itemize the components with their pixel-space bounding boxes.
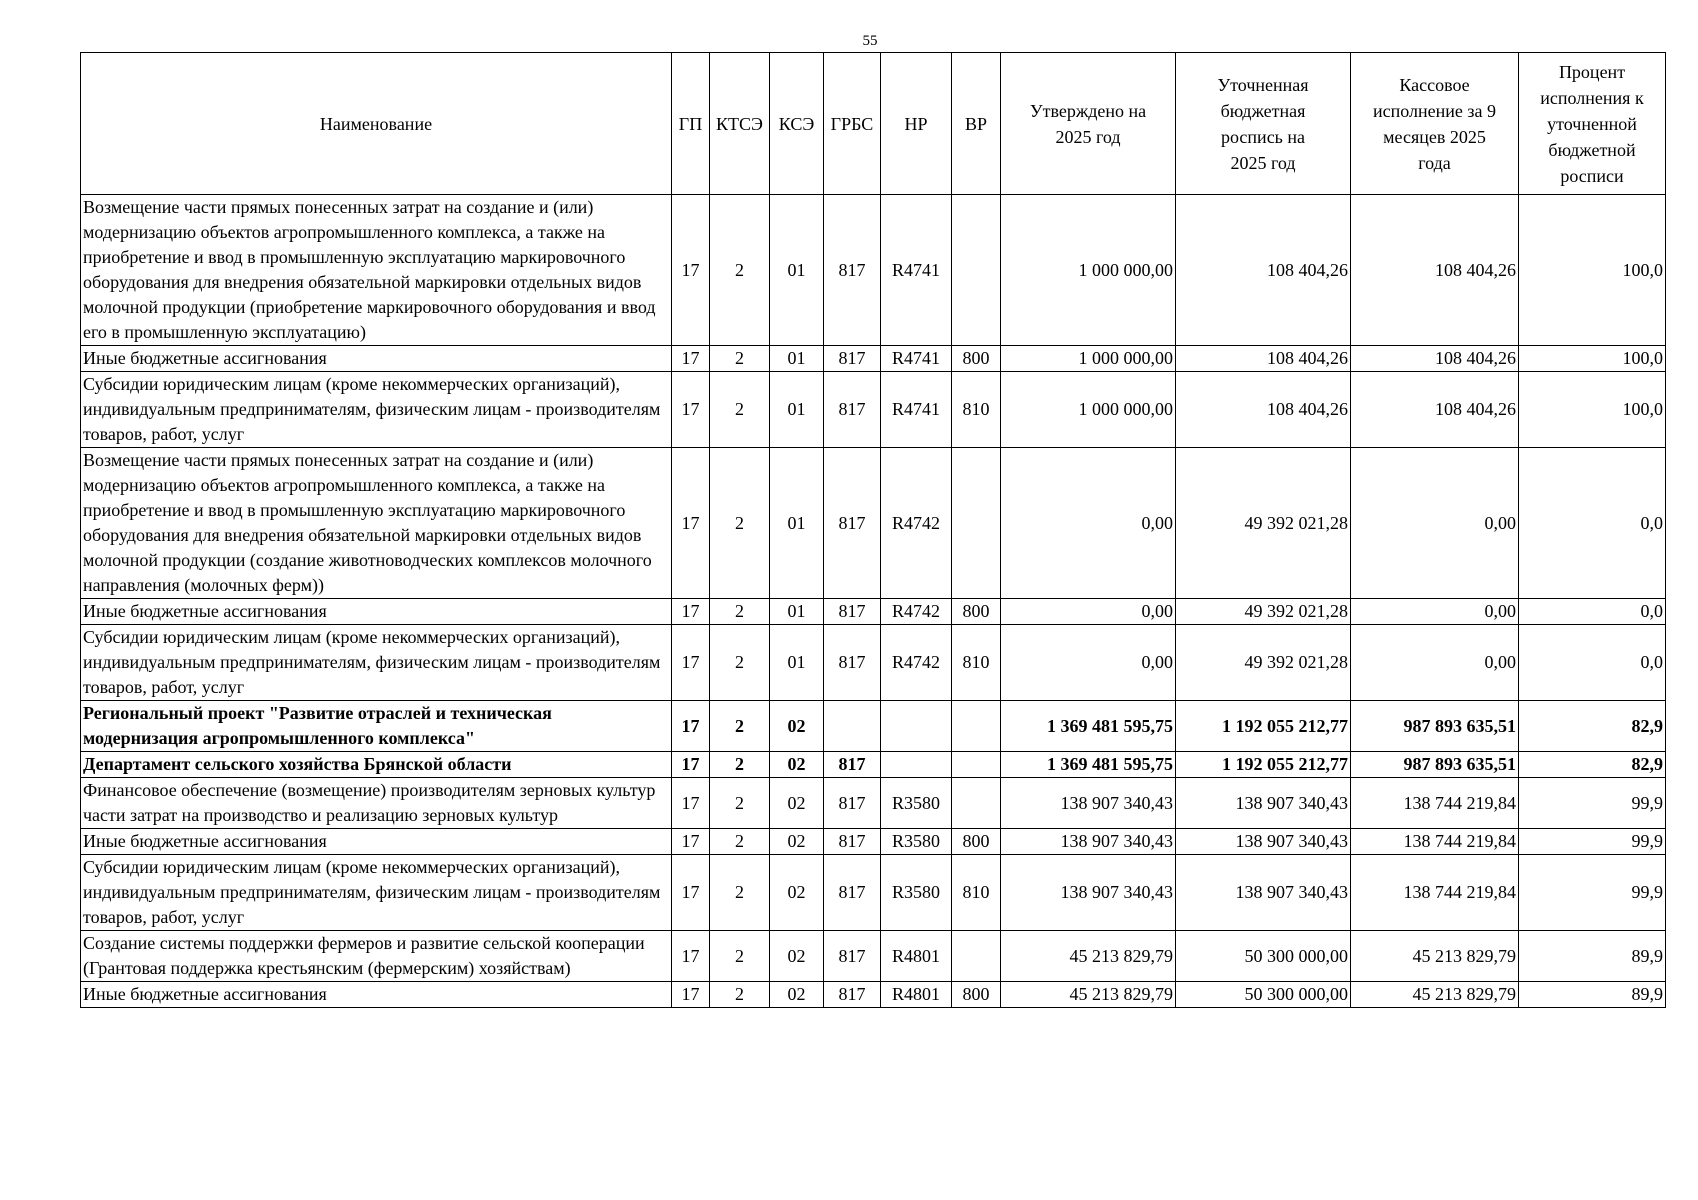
cell-name: Возмещение части прямых понесенных затрат на создание и (или) модернизацию объектов агропромышленного комплекса, а также на приобретение и ввод в промышленную эксплуатацию маркировочного оборудования для внедрения обязательной маркировки отдельных видов молочной продукции (приобретение маркировочного оборудования и ввод его в промышленную эксплуатацию) xyxy=(81,195,672,346)
cell-percent: 89,9 xyxy=(1519,931,1666,982)
cell-cash: 987 893 635,51 xyxy=(1351,701,1519,752)
cell-refined: 138 907 340,43 xyxy=(1176,855,1351,931)
cell-approved: 1 369 481 595,75 xyxy=(1001,701,1176,752)
cell-vr: 810 xyxy=(952,372,1001,448)
cell-cash: 0,00 xyxy=(1351,625,1519,701)
table-row xyxy=(81,372,1666,448)
cell-vr xyxy=(952,195,1001,346)
table-row xyxy=(81,346,1666,372)
cell-kse: 01 xyxy=(770,599,824,625)
cell-percent: 99,9 xyxy=(1519,778,1666,829)
cell-approved: 1 000 000,00 xyxy=(1001,195,1176,346)
cell-nr: R4741 xyxy=(881,195,952,346)
header-percent: Процент исполнения к уточненной бюджетной росписи xyxy=(1519,53,1666,195)
cell-kse: 01 xyxy=(770,372,824,448)
cell-percent: 99,9 xyxy=(1519,855,1666,931)
cell-grbs: 817 xyxy=(824,346,881,372)
cell-vr: 810 xyxy=(952,855,1001,931)
table-row xyxy=(81,752,1666,778)
cell-ktse: 2 xyxy=(710,778,770,829)
cell-vr xyxy=(952,448,1001,599)
cell-ktse: 2 xyxy=(710,346,770,372)
cell-ktse: 2 xyxy=(710,625,770,701)
cell-approved: 1 000 000,00 xyxy=(1001,372,1176,448)
cell-kse: 02 xyxy=(770,752,824,778)
cell-name: Субсидии юридическим лицам (кроме некоммерческих организаций), индивидуальным предпринимателям, физическим лицам - производителям товаров, работ, услуг xyxy=(81,372,672,448)
cell-nr: R4741 xyxy=(881,346,952,372)
table-row xyxy=(81,931,1666,982)
header-refined: Уточненная бюджетная роспись на 2025 год xyxy=(1176,53,1351,195)
cell-name: Создание системы поддержки фермеров и развитие сельской кооперации (Грантовая поддержка крестьянским (фермерским) хозяйствам) xyxy=(81,931,672,982)
cell-percent: 82,9 xyxy=(1519,701,1666,752)
table-row xyxy=(81,829,1666,855)
cell-kse: 02 xyxy=(770,829,824,855)
cell-nr: R3580 xyxy=(881,829,952,855)
table-row xyxy=(81,855,1666,931)
cell-gp: 17 xyxy=(672,599,710,625)
header-name: Наименование xyxy=(81,53,672,195)
cell-gp: 17 xyxy=(672,778,710,829)
cell-grbs: 817 xyxy=(824,778,881,829)
cell-nr: R3580 xyxy=(881,855,952,931)
cell-name: Департамент сельского хозяйства Брянской области xyxy=(81,752,672,778)
cell-grbs xyxy=(824,701,881,752)
cell-approved: 0,00 xyxy=(1001,625,1176,701)
cell-refined: 108 404,26 xyxy=(1176,372,1351,448)
cell-gp: 17 xyxy=(672,195,710,346)
cell-percent: 99,9 xyxy=(1519,829,1666,855)
cell-approved: 138 907 340,43 xyxy=(1001,855,1176,931)
cell-kse: 01 xyxy=(770,195,824,346)
cell-vr: 810 xyxy=(952,625,1001,701)
cell-nr: R4742 xyxy=(881,599,952,625)
cell-kse: 02 xyxy=(770,855,824,931)
cell-approved: 1 369 481 595,75 xyxy=(1001,752,1176,778)
cell-refined: 138 907 340,43 xyxy=(1176,829,1351,855)
table-row xyxy=(81,448,1666,599)
cell-gp: 17 xyxy=(672,855,710,931)
cell-ktse: 2 xyxy=(710,752,770,778)
cell-gp: 17 xyxy=(672,829,710,855)
cell-cash: 138 744 219,84 xyxy=(1351,778,1519,829)
cell-kse: 01 xyxy=(770,625,824,701)
header-vr: ВР xyxy=(952,53,1001,195)
cell-name: Возмещение части прямых понесенных затрат на создание и (или) модернизацию объектов агропромышленного комплекса, а также на приобретение и ввод в промышленную эксплуатацию маркировочного оборудования для внедрения обязательной маркировки отдельных видов молочной продукции (создание животноводческих комплексов молочного направления (молочных ферм)) xyxy=(81,448,672,599)
cell-gp: 17 xyxy=(672,346,710,372)
cell-nr: R4801 xyxy=(881,931,952,982)
cell-gp: 17 xyxy=(672,752,710,778)
cell-percent: 0,0 xyxy=(1519,448,1666,599)
cell-ktse: 2 xyxy=(710,931,770,982)
table-row xyxy=(81,778,1666,829)
cell-refined: 138 907 340,43 xyxy=(1176,778,1351,829)
cell-percent: 0,0 xyxy=(1519,625,1666,701)
cell-nr xyxy=(881,752,952,778)
cell-grbs: 817 xyxy=(824,931,881,982)
cell-name: Финансовое обеспечение (возмещение) производителям зерновых культур части затрат на производство и реализацию зерновых культур xyxy=(81,778,672,829)
cell-percent: 100,0 xyxy=(1519,195,1666,346)
cell-nr: R4742 xyxy=(881,625,952,701)
cell-refined: 49 392 021,28 xyxy=(1176,625,1351,701)
cell-approved: 45 213 829,79 xyxy=(1001,931,1176,982)
cell-kse: 02 xyxy=(770,701,824,752)
cell-gp: 17 xyxy=(672,982,710,1008)
cell-name: Иные бюджетные ассигнования xyxy=(81,599,672,625)
cell-nr: R4741 xyxy=(881,372,952,448)
table-row xyxy=(81,625,1666,701)
cell-cash: 45 213 829,79 xyxy=(1351,982,1519,1008)
cell-percent: 100,0 xyxy=(1519,372,1666,448)
cell-grbs: 817 xyxy=(824,448,881,599)
header-approved: Утверждено на 2025 год xyxy=(1001,53,1176,195)
cell-percent: 82,9 xyxy=(1519,752,1666,778)
cell-refined: 1 192 055 212,77 xyxy=(1176,752,1351,778)
cell-gp: 17 xyxy=(672,931,710,982)
cell-kse: 02 xyxy=(770,982,824,1008)
cell-ktse: 2 xyxy=(710,372,770,448)
cell-cash: 108 404,26 xyxy=(1351,195,1519,346)
cell-cash: 138 744 219,84 xyxy=(1351,855,1519,931)
cell-nr: R4801 xyxy=(881,982,952,1008)
cell-grbs: 817 xyxy=(824,829,881,855)
cell-grbs: 817 xyxy=(824,752,881,778)
cell-gp: 17 xyxy=(672,448,710,599)
header-nr: НР xyxy=(881,53,952,195)
cell-kse: 02 xyxy=(770,778,824,829)
cell-percent: 89,9 xyxy=(1519,982,1666,1008)
cell-refined: 50 300 000,00 xyxy=(1176,982,1351,1008)
header-row xyxy=(81,53,1666,195)
cell-vr: 800 xyxy=(952,982,1001,1008)
header-ktse: КТСЭ xyxy=(710,53,770,195)
cell-cash: 987 893 635,51 xyxy=(1351,752,1519,778)
header-kse: КСЭ xyxy=(770,53,824,195)
cell-approved: 0,00 xyxy=(1001,448,1176,599)
cell-name: Иные бюджетные ассигнования xyxy=(81,982,672,1008)
cell-vr xyxy=(952,778,1001,829)
cell-refined: 50 300 000,00 xyxy=(1176,931,1351,982)
cell-cash: 108 404,26 xyxy=(1351,346,1519,372)
cell-grbs: 817 xyxy=(824,195,881,346)
cell-approved: 45 213 829,79 xyxy=(1001,982,1176,1008)
header-gp: ГП xyxy=(672,53,710,195)
cell-grbs: 817 xyxy=(824,855,881,931)
cell-cash: 138 744 219,84 xyxy=(1351,829,1519,855)
cell-cash: 108 404,26 xyxy=(1351,372,1519,448)
cell-name: Региональный проект "Развитие отраслей и техническая модернизация агропромышленного комплекса" xyxy=(81,701,672,752)
cell-approved: 1 000 000,00 xyxy=(1001,346,1176,372)
cell-ktse: 2 xyxy=(710,982,770,1008)
cell-name: Иные бюджетные ассигнования xyxy=(81,346,672,372)
cell-grbs: 817 xyxy=(824,982,881,1008)
page-number: 55 xyxy=(862,33,878,49)
cell-refined: 49 392 021,28 xyxy=(1176,599,1351,625)
cell-ktse: 2 xyxy=(710,599,770,625)
table-row xyxy=(81,982,1666,1008)
cell-ktse: 2 xyxy=(710,855,770,931)
cell-gp: 17 xyxy=(672,372,710,448)
cell-refined: 49 392 021,28 xyxy=(1176,448,1351,599)
cell-ktse: 2 xyxy=(710,829,770,855)
cell-vr: 800 xyxy=(952,346,1001,372)
cell-nr: R4742 xyxy=(881,448,952,599)
cell-nr xyxy=(881,701,952,752)
cell-name: Иные бюджетные ассигнования xyxy=(81,829,672,855)
table-row xyxy=(81,599,1666,625)
cell-refined: 1 192 055 212,77 xyxy=(1176,701,1351,752)
cell-grbs: 817 xyxy=(824,599,881,625)
table-body xyxy=(81,195,1666,1008)
header-grbs: ГРБС xyxy=(824,53,881,195)
cell-cash: 0,00 xyxy=(1351,448,1519,599)
cell-vr xyxy=(952,752,1001,778)
cell-grbs: 817 xyxy=(824,625,881,701)
cell-name: Субсидии юридическим лицам (кроме некоммерческих организаций), индивидуальным предпринимателям, физическим лицам - производителям товаров, работ, услуг xyxy=(81,855,672,931)
cell-name: Субсидии юридическим лицам (кроме некоммерческих организаций), индивидуальным предпринимателям, физическим лицам - производителям товаров, работ, услуг xyxy=(81,625,672,701)
cell-kse: 01 xyxy=(770,346,824,372)
budget-table xyxy=(80,52,1666,1008)
cell-kse: 02 xyxy=(770,931,824,982)
cell-approved: 138 907 340,43 xyxy=(1001,829,1176,855)
cell-vr xyxy=(952,701,1001,752)
cell-nr: R3580 xyxy=(881,778,952,829)
cell-percent: 100,0 xyxy=(1519,346,1666,372)
cell-ktse: 2 xyxy=(710,448,770,599)
cell-grbs: 817 xyxy=(824,372,881,448)
cell-refined: 108 404,26 xyxy=(1176,346,1351,372)
cell-cash: 0,00 xyxy=(1351,599,1519,625)
cell-ktse: 2 xyxy=(710,195,770,346)
table-row xyxy=(81,701,1666,752)
cell-vr: 800 xyxy=(952,829,1001,855)
cell-refined: 108 404,26 xyxy=(1176,195,1351,346)
cell-cash: 45 213 829,79 xyxy=(1351,931,1519,982)
cell-ktse: 2 xyxy=(710,701,770,752)
table-row xyxy=(81,195,1666,346)
header-cash: Кассовое исполнение за 9 месяцев 2025 года xyxy=(1351,53,1519,195)
cell-vr: 800 xyxy=(952,599,1001,625)
cell-vr xyxy=(952,931,1001,982)
cell-gp: 17 xyxy=(672,625,710,701)
cell-approved: 138 907 340,43 xyxy=(1001,778,1176,829)
cell-gp: 17 xyxy=(672,701,710,752)
cell-percent: 0,0 xyxy=(1519,599,1666,625)
cell-kse: 01 xyxy=(770,448,824,599)
cell-approved: 0,00 xyxy=(1001,599,1176,625)
